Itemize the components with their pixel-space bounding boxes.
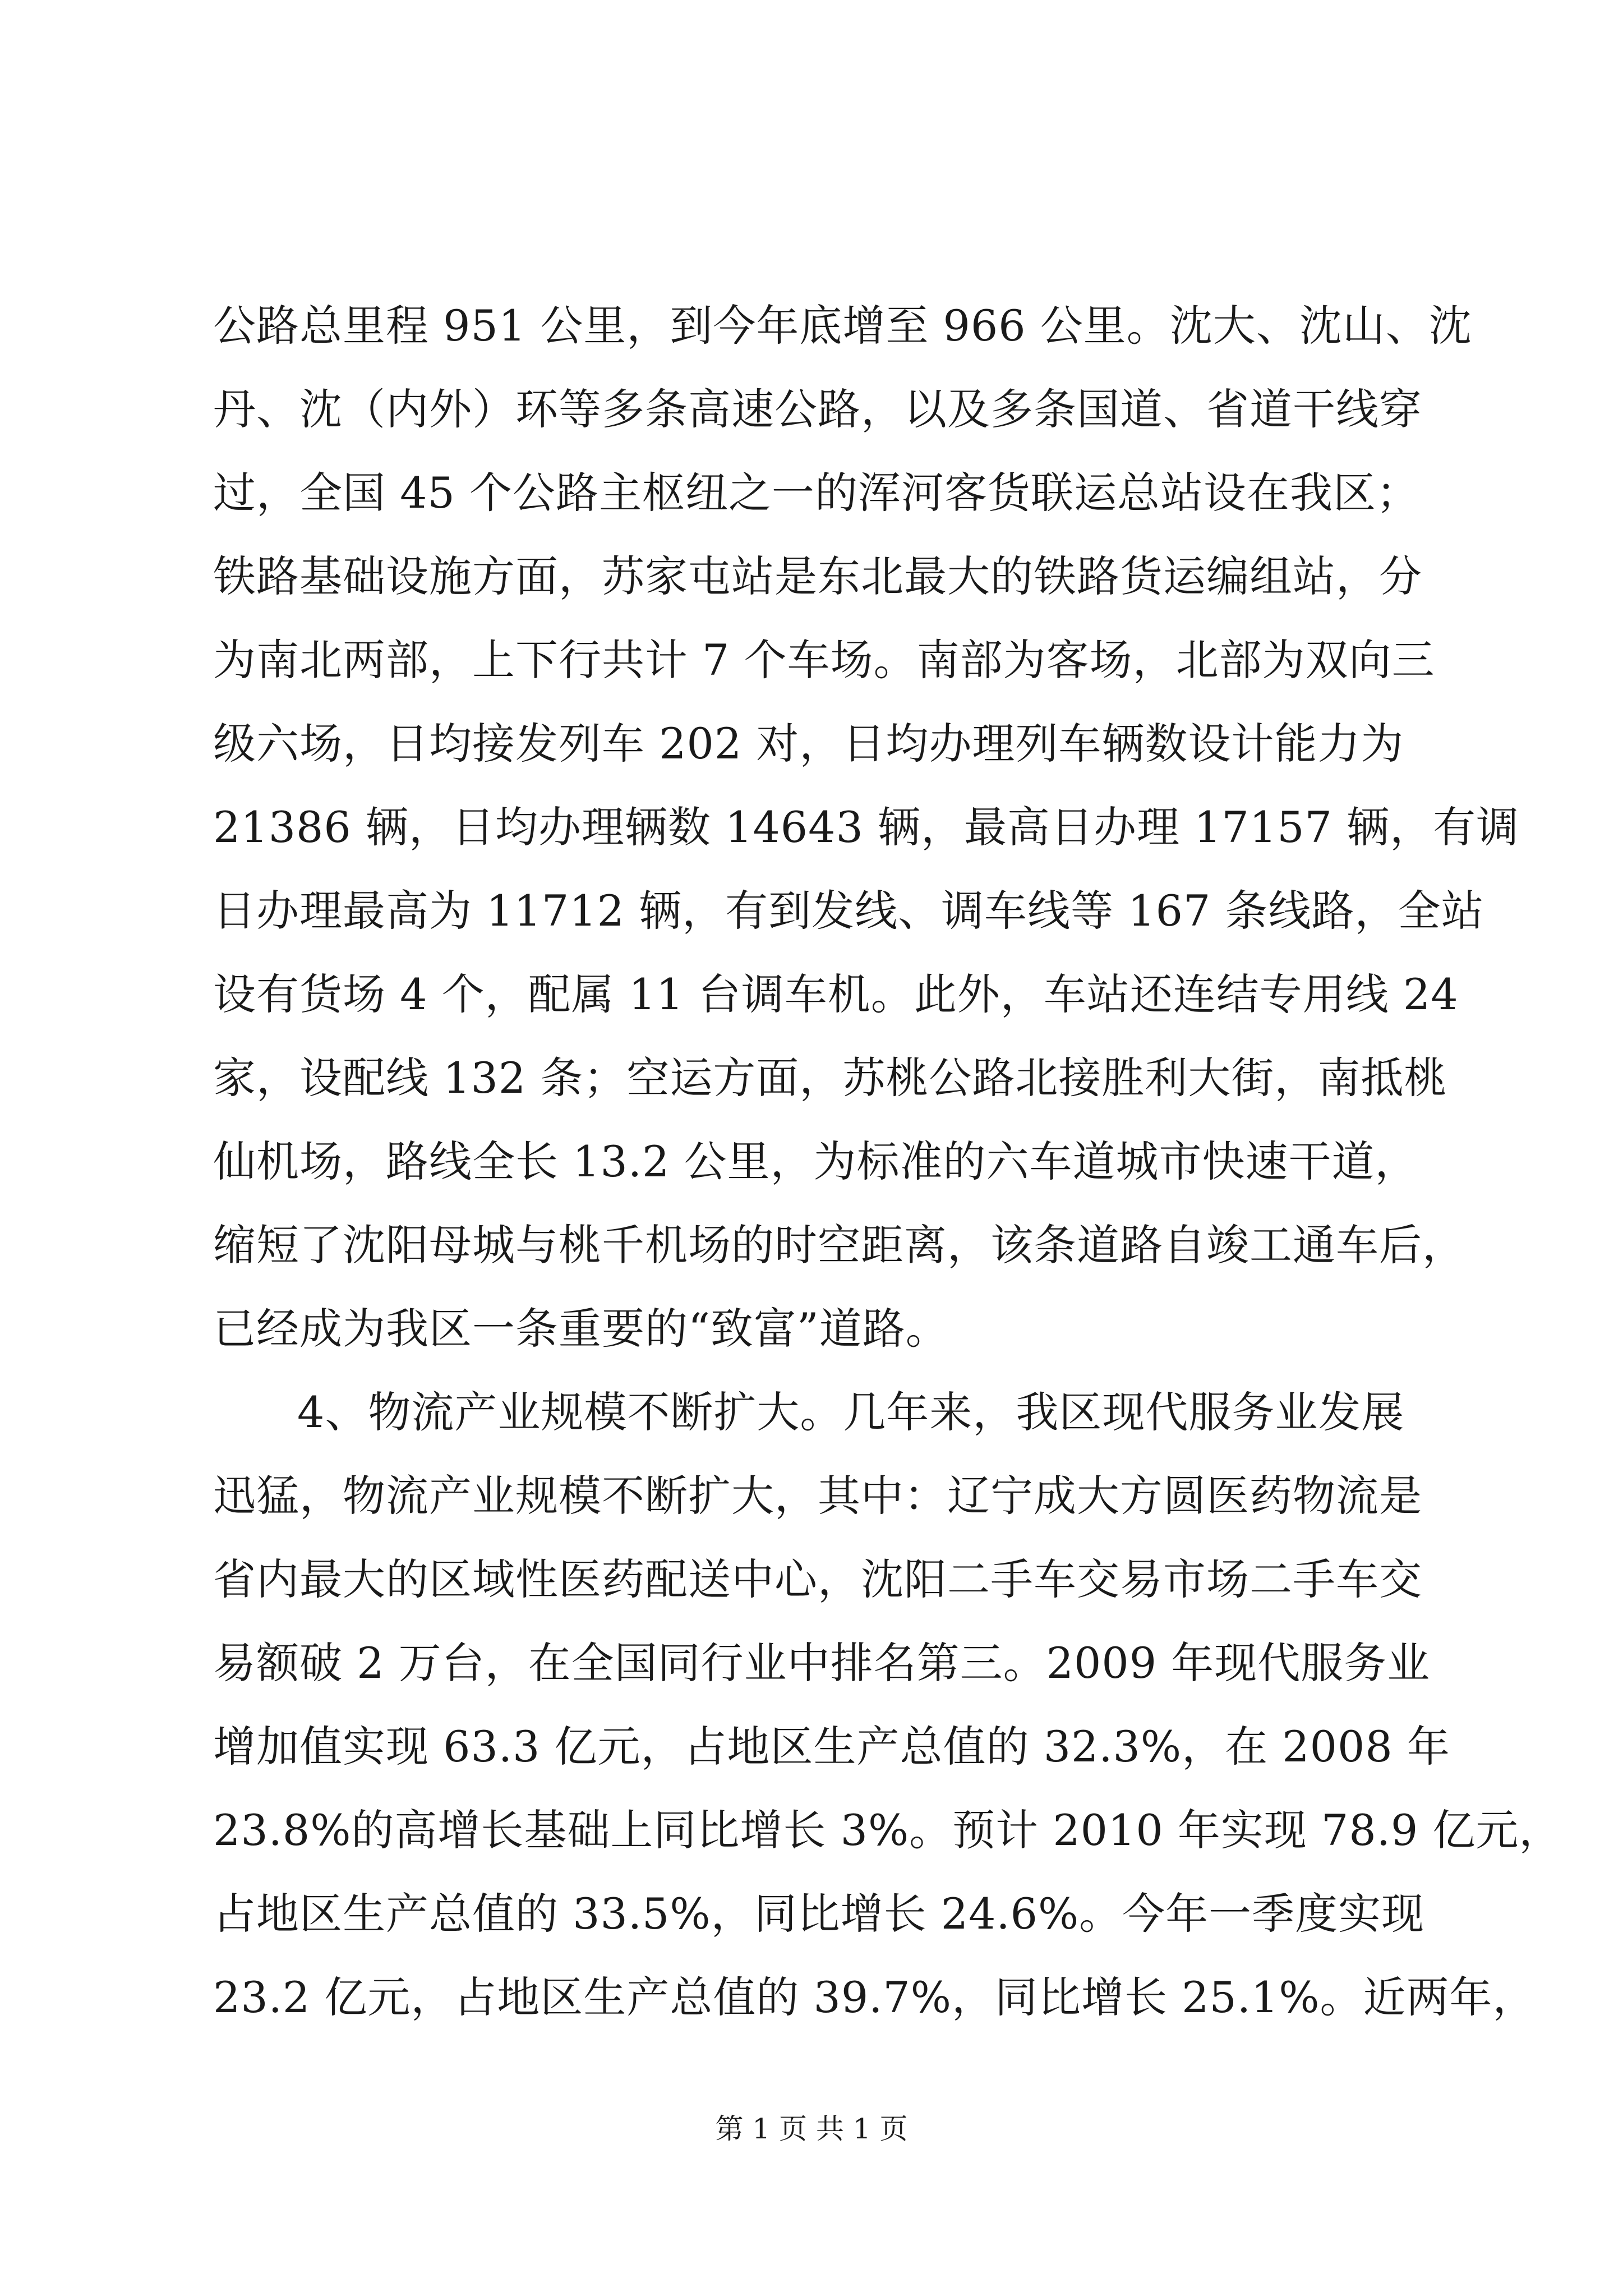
text-line: 设有货场 4 个，配属 11 台调车机。此外，车站还连结专用线 24 [213,969,1459,1019]
text-line: 铁路基础设施方面，苏家屯站是东北最大的铁路货运编组站，分 [213,551,1422,601]
text-line: 缩短了沈阳母城与桃千机场的时空距离，该条道路自竣工通车后， [213,1220,1465,1270]
text-line: 省内最大的区域性医药配送中心，沈阳二手车交易市场二手车交 [213,1554,1422,1604]
text-line: 已经成为我区一条重要的“致富”道路。 [213,1304,949,1354]
text-line: 丹、沈（内外）环等多条高速公路，以及多条国道、省道干线穿 [213,384,1422,434]
text-line: 迅猛，物流产业规模不断扩大，其中：辽宁成大方圆医药物流是 [213,1471,1422,1521]
text-line: 级六场，日均接发列车 202 对，日均办理列车辆数设计能力为 [213,719,1404,769]
text-line: 易额破 2 万台，在全国同行业中排名第三。2009 年现代服务业 [213,1638,1431,1688]
text-line: 家，设配线 132 条；空运方面，苏桃公路北接胜利大街，南抵桃 [213,1053,1447,1103]
text-line: 日办理最高为 11712 辆，有到发线、调车线等 167 条线路，全站 [213,886,1484,936]
text-line: 23.2 亿元，占地区生产总值的 39.7%，同比增长 25.1%。近两年， [213,1972,1536,2022]
page-footer: 第 1 页 共 1 页 [715,2113,908,2145]
text-line: 仙机场，路线全长 13.2 公里，为标准的六车道城市快速干道， [213,1137,1418,1186]
text-line: 占地区生产总值的 33.5%，同比增长 24.6%。今年一季度实现 [213,1889,1425,1939]
text-line: 公路总里程 951 公里，到今年底增至 966 公里。沈大、沈山、沈 [213,301,1472,351]
text-line: 过，全国 45 个公路主枢纽之一的浑河客货联运总站设在我区； [213,468,1420,518]
paragraph-first-line: 4、物流产业规模不断扩大。几年来，我区现代服务业发展 [297,1387,1405,1437]
text-line: 增加值实现 63.3 亿元，占地区生产总值的 32.3%，在 2008 年 [213,1722,1450,1772]
text-line: 为南北两部，上下行共计 7 个车场。南部为客场，北部为双向三 [213,635,1435,685]
text-line: 21386 辆，日均办理辆数 14643 辆，最高日办理 17157 辆，有调 [213,802,1520,852]
text-line: 23.8%的高增长基础上同比增长 3%。预计 2010 年实现 78.9 亿元， [213,1805,1562,1855]
